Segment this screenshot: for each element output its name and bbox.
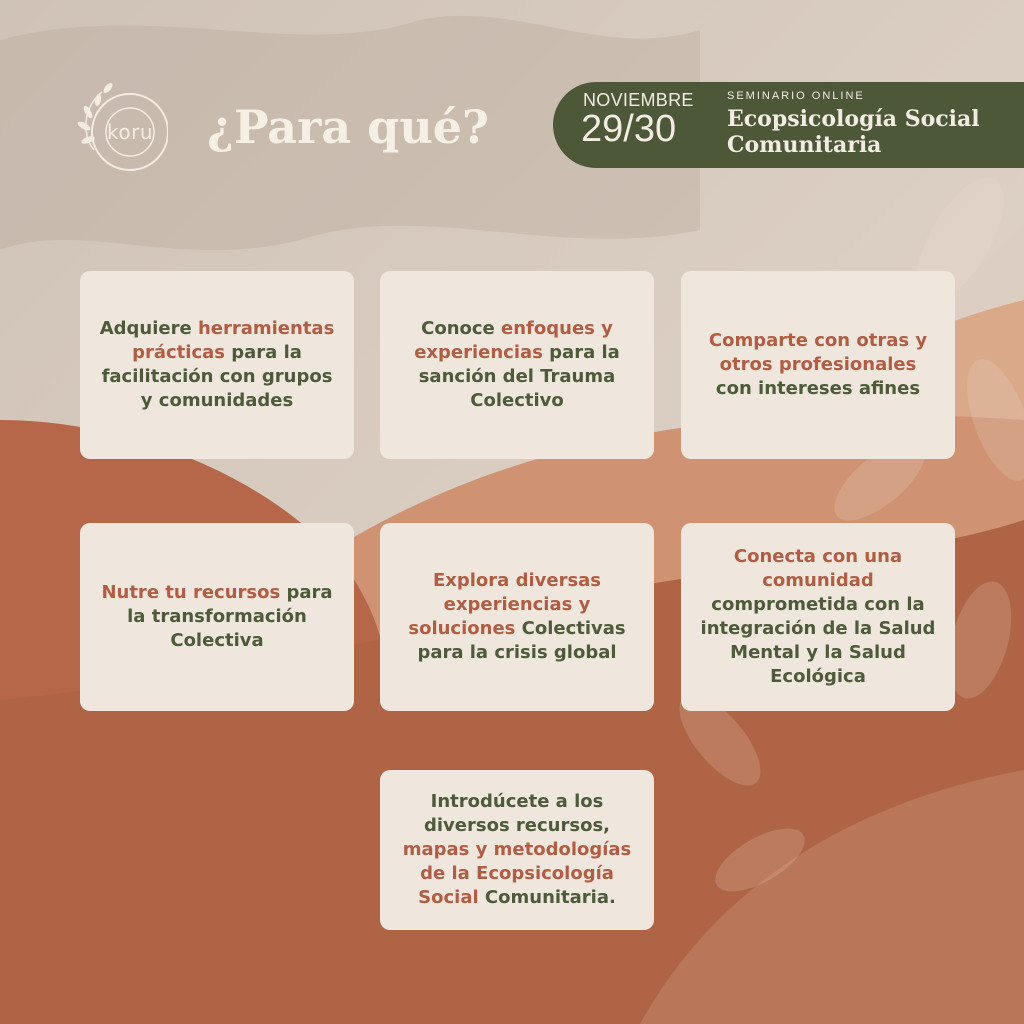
benefit-card-community — [681, 523, 955, 711]
card-highlight: Nutre tu recursos — [101, 582, 281, 603]
seminar-title-line2: Comunitaria — [727, 132, 882, 158]
logo-text: koru — [106, 120, 153, 144]
card-text: Introdúcete a los diversos recursos, — [423, 791, 610, 836]
card-text: Comunitaria. — [478, 887, 616, 908]
card-text: para la sanción del Trauma Colectivo — [418, 342, 620, 411]
card-text: para la transformación Colectiva — [127, 582, 333, 651]
seminar-title-line1: Ecopsicología Social — [727, 106, 980, 132]
event-month: NOVIEMBRE — [583, 90, 694, 110]
card-text: Conoce — [421, 318, 502, 339]
card-text: Adquiere — [99, 318, 198, 339]
card-highlight: Conecta con una comunidad — [733, 546, 903, 591]
benefit-card-tools — [80, 271, 354, 459]
card-text: comprometida con la integración de la Salud Mental y la Salud Ecológica — [700, 594, 936, 687]
benefit-card-explore — [380, 523, 654, 711]
page-title: ¿Para qué? — [207, 100, 489, 154]
benefit-card-resources — [80, 523, 354, 711]
benefit-card-approaches — [380, 271, 654, 459]
card-highlight: mapas y metodologías de la Ecopsicología Social — [402, 839, 632, 908]
card-text: Colectivas para la crisis global — [417, 618, 626, 663]
card-highlight: herramientas prácticas — [132, 318, 335, 363]
event-days: 29/30 — [581, 108, 677, 150]
card-highlight: Comparte con otras y otros profesionales — [708, 330, 928, 375]
event-eyebrow: SEMINARIO ONLINE — [727, 90, 865, 102]
card-text: con intereses afines — [715, 378, 921, 399]
card-highlight: Explora diversas experiencias y soluciones — [408, 570, 602, 639]
card-text: para la facilitación con grupos y comunidades — [101, 342, 333, 411]
seminar-title — [727, 106, 980, 158]
benefit-card-share — [681, 271, 955, 459]
card-highlight: enfoques y experiencias — [414, 318, 613, 363]
benefit-card-introduction — [380, 770, 654, 930]
